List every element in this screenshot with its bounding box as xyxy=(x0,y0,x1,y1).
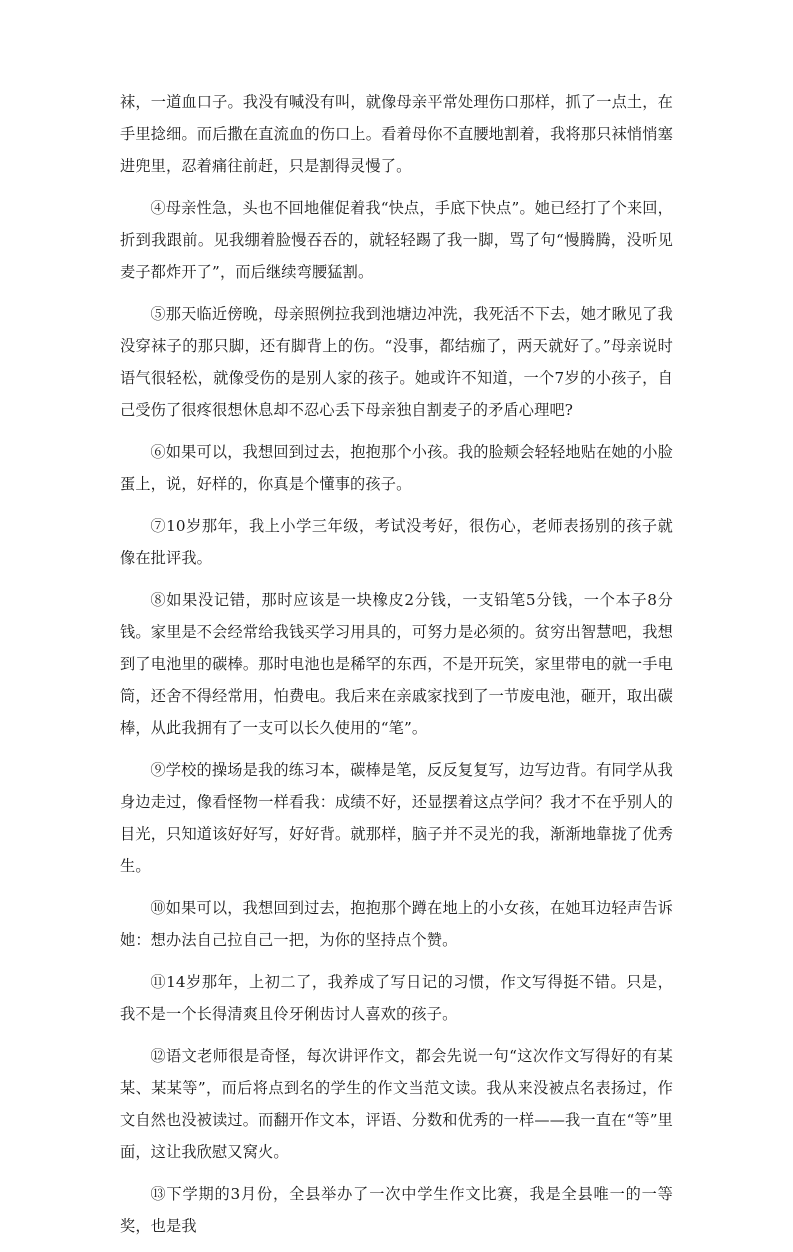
paragraph-8: ⑧如果没记错，那时应该是一块橡皮2分钱，一支铅笔5分钱，一个本子8分钱。家里是不会经常给我钱买学习用具的，可努力是必须的。贫穷出智慧吧，我想到了电池里的碳棒。那时电池也是稀罕的东西，不是开玩笑，家里带电的就一手电筒，还舍不得经常用，怕费电。我后来在亲戚家找到了一节废电池，砸开，取出碳棒，从此我拥有了一支可以长久使用的“笔”。 xyxy=(120,591,673,737)
paragraph-9: ⑨学校的操场是我的练习本，碳棒是笔，反反复复写，边写边背。有同学从我身边走过，像看怪物一样看我：成绩不好，还显摆着这点学问？我才不在乎别人的目光，只知道该好好写，好好背。就那样，脑子并不灵光的我，渐渐地靠拢了优秀生。 xyxy=(120,761,673,875)
document-body xyxy=(120,86,673,1252)
paragraph-5: ⑤那天临近傍晚，母亲照例拉我到池塘边冲洗，我死活不下去，她才瞅见了我没穿袜子的那只脚，还有脚背上的伤。“没事，都结痂了，两天就好了。”母亲说时语气很轻松，就像受伤的是别人家的孩子。她或许不知道，一个7岁的小孩子，自己受伤了很疼很想休息却不忍心丢下母亲独自割麦子的矛盾心理吧? xyxy=(120,305,673,419)
paragraph-13: ⑬下学期的3月份，全县举办了一次中学生作文比赛，我是全县唯一的一等奖，也是我 xyxy=(120,1185,673,1235)
paragraph-6: ⑥如果可以，我想回到过去，抱抱那个小孩。我的脸颊会轻轻地贴在她的小脸蛋上，说，好样的，你真是个懂事的孩子。 xyxy=(120,443,673,493)
paragraph-7: ⑦10岁那年，我上小学三年级，考试没考好，很伤心，老师表扬别的孩子就像在批评我。 xyxy=(120,517,673,567)
paragraph-1: 袜，一道血口子。我没有喊没有叫，就像母亲平常处理伤口那样，抓了一点土，在手里捻细。而后撒在直流血的伤口上。看着母你不直腰地割着，我将那只袜悄悄塞进兜里，忍着痛往前赶，只是割得灵慢了。 xyxy=(120,93,673,175)
paragraph-12: ⑫语文老师很是奇怪，每次讲评作文，都会先说一句“这次作文写得好的有某某、某某等”，而后将点到名的学生的作文当范文读。我从来没被点名表扬过，作文自然也没被读过。而翻开作文本，评语、分数和优秀的一样——我一直在“等”里面，这让我欣慰又窝火。 xyxy=(120,1047,673,1161)
paragraph-10: ⑩如果可以，我想回到过去，抱抱那个蹲在地上的小女孩，在她耳边轻声告诉她：想办法自己拉自己一把，为你的坚持点个赞。 xyxy=(120,899,673,949)
paragraph-11: ⑪14岁那年，上初二了，我养成了写日记的习惯，作文写得挺不错。只是，我不是一个长得清爽且伶牙俐齿讨人喜欢的孩子。 xyxy=(120,973,673,1023)
paragraph-4: ④母亲性急，头也不回地催促着我“快点，手底下快点”。她已经打了个来回，折到我跟前。见我绷着脸慢吞吞的，就轻轻踢了我一脚，骂了句“慢腾腾，没听见麦子都炸开了”，而后继续弯腰猛割。 xyxy=(120,199,673,281)
